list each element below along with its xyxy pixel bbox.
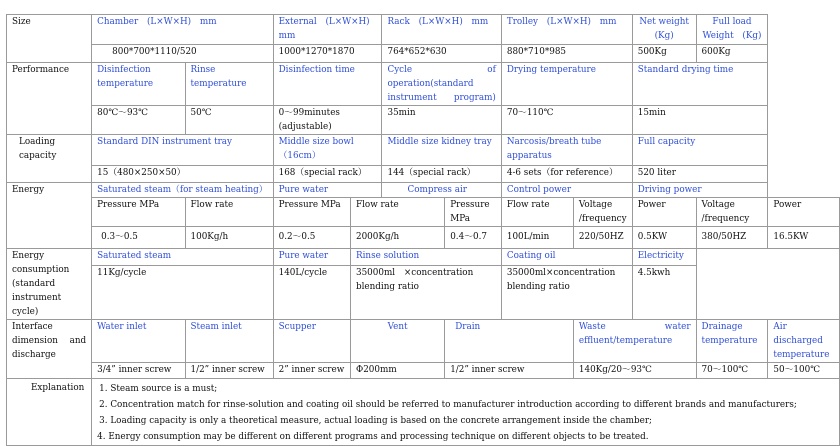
trolley-header: Trolley (L×W×H) mm — [501, 15, 632, 45]
waste-water-value: 140Kg/20～93℃ — [573, 363, 696, 379]
water-pressure-value: 0.2～0.5 — [273, 227, 350, 249]
scupper-header: Scupper — [273, 320, 350, 363]
explanation-row — [7, 379, 840, 446]
drying-temperature-header: Drying temperature — [501, 63, 632, 106]
steam-inlet-header: Steam inlet — [185, 320, 273, 363]
energy-subheader-row — [7, 198, 840, 227]
trolley-value: 880*710*985 — [501, 45, 632, 63]
cycle-of-operation-value: 35min — [382, 106, 501, 135]
size-value-row — [7, 45, 840, 63]
water-consumption-header: Pure water — [273, 249, 350, 266]
rinse-temperature-value: 50℃ — [185, 106, 273, 135]
consumption-blank-cell — [696, 249, 839, 320]
electricity-value: 4.5kwh — [632, 266, 696, 320]
size-label: Size — [7, 15, 92, 63]
full-capacity-header: Full capacity — [632, 135, 768, 166]
control-voltage-value: 220/50HZ — [573, 227, 632, 249]
pure-water-group: Pure water — [273, 183, 382, 198]
saturated-steam-group: Saturated steam（for steam heating） — [92, 183, 273, 198]
water-flow-value: 2000Kg/h — [350, 227, 444, 249]
control-power-value: 0.5KW — [632, 227, 696, 249]
steam-consumption-value: 11Kg/cycle — [92, 266, 273, 320]
kidney-tray-header: Middle size kidney tray — [382, 135, 501, 166]
drainage-temperature-header: Drainage temperature — [696, 320, 768, 363]
water-flow-subheader: Flow rate — [350, 198, 444, 227]
compress-air-group: Compress air — [382, 183, 501, 198]
air-flow-value: 100L/min — [501, 227, 573, 249]
energy-value-row — [7, 227, 840, 249]
drain-header: Drain — [445, 320, 574, 363]
din-tray-value: 15（480×250×50） — [92, 166, 273, 183]
water-inlet-header: Water inlet — [92, 320, 185, 363]
din-tray-header: Standard DIN instrument tray — [92, 135, 273, 166]
steam-flow-subheader: Flow rate — [185, 198, 273, 227]
cycle-of-operation-header: Cycle of operation(standard instrument program) — [382, 63, 501, 106]
drying-temperature-value: 70～110℃ — [501, 106, 632, 135]
interface-value-row — [7, 363, 840, 379]
vent-header: Vent — [350, 320, 444, 363]
rinse-solution-value: 35000ml ×concentration blending ratio — [350, 266, 501, 320]
control-power-subheader: Power — [632, 198, 696, 227]
kidney-tray-value: 144（special rack） — [382, 166, 501, 183]
performance-label: Performance — [7, 63, 92, 135]
electricity-header: Electricity — [632, 249, 696, 266]
steam-flow-value: 100Kg/h — [185, 227, 273, 249]
water-pressure-subheader: Pressure MPa — [273, 198, 350, 227]
drain-value: 1/2” inner screw — [445, 363, 574, 379]
coating-oil-header: Coating oil — [501, 249, 632, 266]
performance-header-row — [7, 63, 840, 106]
explanation-item-4: 4. Energy consumption may be different on different programs and processing technique on different objects to be treated. — [97, 432, 649, 442]
steam-pressure-value: 0.3～0.5 — [92, 227, 185, 249]
middle-bowl-header: Middle size bowl（16cm） — [273, 135, 382, 166]
control-voltage-subheader: Voltage /frequency — [573, 198, 632, 227]
explanation-item-1: 1. Steam source is a must; — [99, 384, 218, 394]
loading-header-row — [7, 135, 840, 166]
spec-table — [6, 14, 840, 446]
explanation-item-3: 3. Loading capacity is only a theoretical measure, actual loading is based on the concrete arrangement inside the chamber; — [99, 416, 653, 426]
external-value: 1000*1270*1870 — [273, 45, 382, 63]
net-weight-value: 500Kg — [632, 45, 696, 63]
disinfection-time-value: 0～99minutes (adjustable) — [273, 106, 382, 135]
explanation-list — [92, 379, 840, 446]
driving-power-value: 16.5KW — [768, 227, 840, 249]
water-inlet-value: 3/4” inner screw — [92, 363, 185, 379]
loading-value-row — [7, 166, 840, 183]
disinfection-temperature-value: 80℃～93℃ — [92, 106, 185, 135]
steam-inlet-value: 1/2” inner screw — [185, 363, 273, 379]
vent-value: Φ200mm — [350, 363, 444, 379]
standard-drying-time-value: 15min — [632, 106, 768, 135]
energy-label: Energy — [7, 183, 92, 249]
control-power-group: Control power — [501, 183, 632, 198]
full-capacity-value: 520 liter — [632, 166, 768, 183]
energy-group-row — [7, 183, 840, 198]
disinfection-time-header: Disinfection time — [273, 63, 382, 106]
full-load-weight-value: 600Kg — [696, 45, 768, 63]
standard-drying-time-header: Standard drying time — [632, 63, 768, 106]
driving-power-subheader: Power — [768, 198, 840, 227]
driving-voltage-subheader: Voltage /frequency — [696, 198, 768, 227]
driving-power-group: Driving power — [632, 183, 768, 198]
interface-header-row — [7, 320, 840, 363]
performance-value-row — [7, 106, 840, 135]
drainage-temperature-value: 70～100℃ — [696, 363, 768, 379]
water-consumption-value: 140L/cycle — [273, 266, 350, 320]
air-discharged-value: 50～100℃ — [768, 363, 840, 379]
waste-water-header: Waste water effluent/temperature — [573, 320, 696, 363]
middle-bowl-value: 168（special rack） — [273, 166, 382, 183]
full-load-weight-header: Full load Weight (Kg) — [696, 15, 768, 45]
coating-oil-value: 35000ml×concentration blending ratio — [501, 266, 632, 320]
scupper-value: 2” inner screw — [273, 363, 350, 379]
disinfection-temperature-header: Disinfection temperature — [92, 63, 185, 106]
explanation-label: Explanation — [7, 379, 92, 446]
size-header-row — [7, 15, 840, 45]
explanation-item-2: 2. Concentration match for rinse-solution and coating oil should be referred to manufacturer introduction according to different brands and manufacturers; — [99, 400, 797, 410]
chamber-header: Chamber (L×W×H) mm — [92, 15, 273, 45]
interface-label: Interface dimension and discharge — [7, 320, 92, 379]
chamber-value: 800*700*1110/520 — [92, 45, 273, 63]
narcosis-header: Narcosis/breath tube apparatus — [501, 135, 632, 166]
rack-value: 764*652*630 — [382, 45, 501, 63]
rinse-temperature-header: Rinse temperature — [185, 63, 273, 106]
air-pressure-subheader: Pressure MPa — [445, 198, 502, 227]
energy-consumption-label: Energy consumption (standard instrument cycle) — [7, 249, 92, 320]
air-flow-subheader: Flow rate — [501, 198, 573, 227]
rinse-solution-header: Rinse solution — [350, 249, 501, 266]
narcosis-value: 4-6 sets（for reference） — [501, 166, 632, 183]
loading-capacity-label: Loading capacity — [7, 135, 92, 183]
air-pressure-value: 0.4～0.7 — [445, 227, 502, 249]
air-discharged-header: Air discharged temperature — [768, 320, 840, 363]
steam-pressure-subheader: Pressure MPa — [92, 198, 185, 227]
steam-consumption-header: Saturated steam — [92, 249, 273, 266]
external-header: External (L×W×H) mm — [273, 15, 382, 45]
driving-voltage-value: 380/50HZ — [696, 227, 768, 249]
rack-header: Rack (L×W×H) mm — [382, 15, 501, 45]
consumption-header-row — [7, 249, 840, 266]
net-weight-header: Net weight (Kg) — [632, 15, 696, 45]
